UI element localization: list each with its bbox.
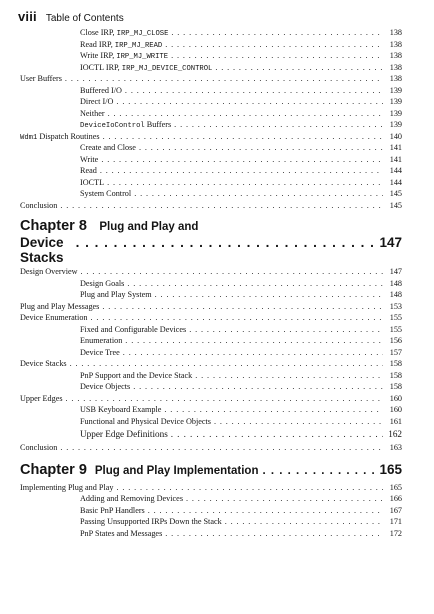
dot-leader [165,39,383,51]
toc-entry [20,347,402,359]
toc-entry [20,177,402,189]
toc-entry-page: 156 [389,336,402,345]
dot-leader [123,347,383,359]
toc-entry-page: 138 [389,39,402,49]
toc-entry-page: 165 [389,482,402,492]
toc-entry-page: 139 [389,97,402,106]
toc-entry-page: 139 [389,85,402,95]
toc-entry [20,442,402,454]
toc-entry-label: Device Objects [80,382,131,391]
toc-entry [20,165,402,177]
dot-leader [134,188,383,200]
toc-entry [20,266,402,278]
toc-entry [20,50,402,62]
chapter-page: 147 [379,235,402,250]
chapter-number: Chapter 8 [20,218,87,234]
toc-entry [20,62,402,74]
page-number: viii [18,9,37,24]
toc-entry-page: 158 [389,359,402,368]
toc-entry [20,27,402,39]
toc-entry-label: Conclusion [20,443,58,452]
dot-leader [103,131,383,143]
toc-entry-label: System Control [80,189,132,198]
toc-entry-label: Basic PnP Handlers [80,505,145,515]
dot-leader [186,493,383,505]
toc-section-chapter7-tail [20,27,402,211]
toc-entry [20,416,402,428]
toc-entry [20,505,402,517]
dot-leader [65,73,383,85]
toc-entry [20,528,402,540]
dot-leader [215,62,383,74]
dot-leader [127,278,383,290]
dot-leader [125,335,383,347]
toc-entry-page: 158 [389,382,402,391]
toc-entry-label: PnP Support and the Device Stack [80,370,193,380]
running-header [18,8,124,24]
toc-entry [20,335,402,347]
toc-entry-page: 138 [389,74,402,83]
dot-leader [60,442,383,454]
toc-section-chapter8 [20,266,402,454]
toc-entry-label: Passing Unsupported IRPs Down the Stack [80,517,222,526]
toc-entry-label: Read [80,166,97,175]
toc-entry-label: Conclusion [20,200,58,210]
dot-leader [100,165,383,177]
toc-entry [20,516,402,528]
toc-entry-page: 160 [389,393,402,403]
toc-entry-page: 161 [389,416,402,426]
toc-entry-label: Enumeration [80,336,123,345]
dot-leader [116,96,383,108]
dot-leader [102,301,383,313]
toc-entry-page: 145 [389,189,402,198]
dot-leader [116,482,383,494]
toc-entry-label: Design Goals [80,278,125,288]
dot-leader [60,200,383,212]
dot-leader [108,108,383,120]
chapter-number: Chapter 9 [20,461,87,478]
dot-leader [70,358,383,370]
toc-entry-label: IOCTL IRP, IRP_MJ_DEVICE_CONTROL [80,62,213,73]
toc-entry-label: Wdm1 Dispatch Routines [20,131,100,142]
toc-entry-label: Fixed and Configurable Devices [80,324,187,334]
toc-entry-label: USB Keyboard Example [80,405,162,414]
toc-entry [20,154,402,166]
toc-entry-page: 172 [389,528,402,538]
toc-entry [20,85,402,97]
toc-entry [20,404,402,416]
dot-leader [225,516,383,528]
toc-entry-label: Close IRP, IRP_MJ_CLOSE [80,28,169,38]
chapter-title: Plug and Play Implementation [94,464,259,477]
dot-leader [262,465,375,477]
toc-entry [20,188,402,200]
toc-entry-label: Device Stacks [20,359,67,368]
toc-entry-page: 140 [389,131,402,141]
chapter-title-line1: Plug and Play and [99,221,199,233]
dot-leader [174,119,383,131]
toc-entry-page: 145 [389,200,402,210]
toc-entry-page: 160 [389,405,402,414]
toc-entry [20,108,402,120]
toc-entry [20,278,402,290]
toc-entry-label: Read IRP, IRP_MJ_READ [80,39,163,50]
toc-entry-page: 147 [389,267,402,276]
toc-entry-label: Create and Close [80,143,136,152]
dot-leader [171,27,383,39]
table-of-contents [20,27,402,539]
dot-leader [164,404,383,416]
toc-entry-page: 144 [389,177,402,187]
dot-leader [76,235,376,250]
toc-entry-label: Plug and Play Messages [20,301,100,311]
chapter-8-heading [20,217,402,265]
toc-entry-page: 138 [389,62,402,72]
toc-entry-label: Device Enumeration [20,313,88,322]
toc-entry-label: DeviceIoControl Buffers [80,120,172,130]
toc-entry-label: Write IRP, IRP_MJ_WRITE [80,51,169,61]
toc-entry [20,289,402,301]
toc-entry [20,358,402,370]
toc-entry-page: 153 [389,301,402,311]
toc-entry [20,73,402,85]
toc-entry-label: Write [80,154,99,164]
toc-entry-label: Buffered I/O [80,85,122,95]
toc-entry-page: 139 [389,108,402,118]
toc-entry-label: Plug and Play System [80,290,152,299]
toc-entry-label: Adding and Removing Devices [80,494,184,503]
toc-entry [20,370,402,382]
dot-leader [125,85,383,97]
toc-entry [20,131,402,143]
toc-section-chapter9 [20,482,402,540]
toc-entry-label: PnP States and Messages [80,528,163,538]
toc-entry-page: 167 [389,505,402,515]
dot-leader [171,50,383,62]
toc-entry-label: User Buffers [20,74,62,83]
dot-leader [189,324,383,336]
toc-entry-page: 138 [389,51,402,60]
toc-entry-page: 158 [389,370,402,380]
toc-entry [20,39,402,51]
toc-entry [20,301,402,313]
toc-entry-page: 166 [389,494,402,503]
toc-entry-page: 144 [389,166,402,175]
dot-leader [148,505,383,517]
toc-entry-page: 148 [389,290,402,299]
dot-leader [214,416,383,428]
toc-entry [20,200,402,212]
toc-entry-page: 138 [389,28,402,37]
toc-entry-page: 155 [389,324,402,334]
dot-leader [195,370,383,382]
dot-leader [165,528,383,540]
toc-entry [20,324,402,336]
toc-entry-label: Direct I/O [80,97,114,106]
dot-leader [101,154,383,166]
dot-leader [91,312,383,324]
toc-entry [20,119,402,131]
dot-leader [171,427,383,442]
dot-leader [81,266,383,278]
chapter-9-heading [20,462,402,482]
toc-entry-label: Device Tree [80,347,120,357]
toc-entry [20,427,402,442]
toc-entry-label: Design Overview [20,267,78,276]
toc-entry-page: 171 [389,517,402,526]
dot-leader [107,177,383,189]
toc-entry [20,493,402,505]
toc-entry [20,312,402,324]
chapter-page: 165 [379,461,402,477]
toc-entry-label: Implementing Plug and Play [20,482,114,492]
dot-leader [133,381,383,393]
toc-entry-label: Upper Edges [20,393,63,403]
toc-entry [20,96,402,108]
toc-entry-label: Neither [80,108,105,118]
toc-entry-page: 148 [389,278,402,288]
toc-entry [20,393,402,405]
chapter-title-line2: Device Stacks [20,235,64,265]
toc-entry-page: 141 [389,154,402,164]
toc-entry [20,482,402,494]
running-title: Table of Contents [45,13,124,24]
dot-leader [155,289,383,301]
toc-entry-label: IOCTL [80,177,105,187]
dot-leader [66,393,383,405]
toc-entry-label: Upper Edge Definitions [80,429,168,439]
toc-entry [20,381,402,393]
toc-entry-page: 163 [389,443,402,452]
dot-leader [139,142,383,154]
toc-entry-label: Functional and Physical Device Objects [80,416,211,426]
toc-entry-page: 157 [389,347,402,357]
toc-entry-page: 155 [389,313,402,322]
toc-entry-page: 141 [389,143,402,152]
toc-entry-page: 139 [389,120,402,129]
toc-entry-page: 162 [388,429,402,439]
